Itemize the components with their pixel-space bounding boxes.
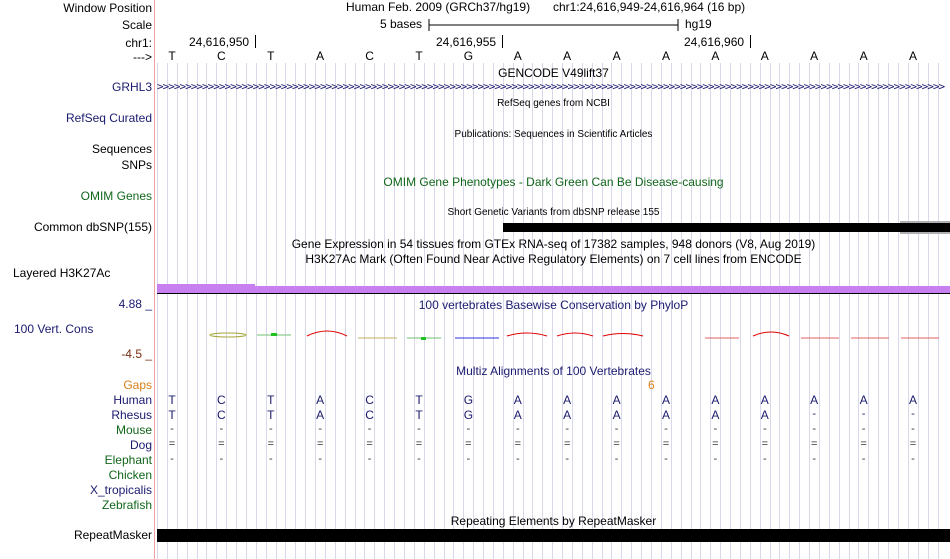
species-label-x_tropicalis[interactable]: X_tropicalis	[89, 483, 152, 497]
alignment-cell: -	[812, 408, 817, 420]
alignment-cell: T	[415, 393, 423, 407]
dbsnp-track-title[interactable]: Short Genetic Variants from dbSNP release 155	[447, 207, 660, 218]
alignment-cell: =	[218, 438, 225, 450]
scale-bar	[428, 18, 680, 32]
alignment-cell: A	[859, 393, 868, 407]
track-label-omim[interactable]: OMIM Genes	[80, 189, 152, 203]
gencode-track-title[interactable]: GENCODE V49lift37	[498, 66, 609, 80]
species-label-rhesus[interactable]: Rhesus	[111, 408, 152, 422]
alignment-cell: =	[563, 438, 571, 450]
alignment-cell: A	[908, 393, 917, 407]
alignment-cell: =	[860, 438, 867, 450]
base-letter: A	[908, 49, 917, 63]
alignment-cell: =	[267, 438, 275, 450]
h3k27ac-signal[interactable]	[157, 286, 950, 293]
base-letter: C	[217, 49, 226, 63]
conservation-max-label: 4.88 _	[118, 297, 152, 311]
base-letter: T	[415, 49, 423, 63]
strand-label: --->	[133, 50, 152, 64]
h3k27ac-baseline	[157, 293, 950, 294]
dbsnp-variant-bar-core	[900, 223, 950, 232]
publications-track-title[interactable]: Publications: Sequences in Scientific Articles	[454, 129, 653, 140]
alignment-cell: T	[168, 393, 176, 407]
alignment-cell: =	[712, 438, 719, 450]
alignment-cell: -	[713, 423, 718, 435]
species-label-zebrafish[interactable]: Zebrafish	[101, 498, 152, 512]
phylop-track-title[interactable]: 100 vertebrates Basewise Conservation by PhyloP	[418, 298, 689, 312]
alignment-cell: -	[219, 453, 224, 465]
alignment-cell: -	[367, 423, 372, 435]
alignment-cell: -	[664, 453, 668, 465]
alignment-cell: A	[760, 408, 769, 422]
coordinate-tick-1: 24,616,950	[189, 35, 250, 49]
species-label-human[interactable]: Human	[113, 393, 152, 407]
h3k27ac-track-title[interactable]: H3K27Ac Mark (Often Found Near Active Regulatory Elements) on 7 cell lines from ENCODE	[305, 252, 802, 266]
alignment-cell: G	[463, 393, 474, 407]
coordinate-tick-3: 24,616,960	[684, 35, 745, 49]
species-label-chicken[interactable]: Chicken	[108, 468, 152, 482]
alignment-cell: =	[810, 438, 818, 450]
gap-count: 6	[648, 378, 655, 392]
alignment-cell: -	[911, 423, 915, 435]
dbsnp-variant-bar[interactable]	[503, 223, 900, 232]
base-letter: A	[513, 49, 522, 63]
alignment-cell: T	[168, 408, 176, 422]
base-letter: C	[365, 49, 374, 63]
alignment-cell: -	[515, 453, 520, 465]
base-letter: A	[859, 49, 868, 63]
repeatmasker-track-title[interactable]: Repeating Elements by RepeatMasker	[450, 514, 657, 528]
alignment-cell: -	[565, 423, 570, 435]
coordinate-tick-mark-2	[502, 35, 503, 48]
gtex-track-title[interactable]: Gene Expression in 54 tissues from GTEx RNA-seq of 17382 samples, 948 donors (V8, Aug 2019)	[291, 237, 816, 251]
alignment-cell: =	[761, 438, 769, 450]
coordinate-tick-mark-3	[750, 35, 751, 48]
scale-label: Scale	[121, 18, 152, 32]
base-letter: A	[711, 49, 720, 63]
alignment-cell: -	[861, 408, 866, 420]
alignment-cell: G	[463, 408, 474, 422]
chr-label: chr1:	[125, 36, 152, 50]
assembly-title: Human Feb. 2009 (GRCh37/hg19)	[346, 0, 531, 14]
alignment-cell: -	[565, 453, 570, 465]
alignment-cell: C	[365, 408, 374, 422]
base-letter: T	[168, 49, 176, 63]
alignment-cell: A	[563, 393, 572, 407]
alignment-cell: -	[762, 423, 767, 435]
alignment-cell: A	[563, 408, 572, 422]
alignment-cell: -	[268, 423, 273, 435]
alignment-cell: -	[367, 453, 372, 465]
track-label-cons[interactable]: 100 Vert. Cons	[14, 322, 94, 336]
alignment-cell: A	[711, 408, 720, 422]
refseq-track-title[interactable]: RefSeq genes from NCBI	[497, 98, 610, 109]
track-label-snps[interactable]: SNPs	[121, 158, 152, 172]
alignment-cell: A	[711, 393, 720, 407]
alignment-cell: A	[661, 393, 670, 407]
alignment-cell: -	[466, 453, 471, 465]
alignment-cell: -	[318, 423, 323, 435]
alignment-cell: T	[267, 393, 275, 407]
alignment-cell: -	[713, 453, 718, 465]
scale-bases-text: 5 bases	[380, 17, 423, 31]
alignment-cell: =	[465, 438, 472, 450]
alignment-cell: A	[513, 393, 522, 407]
alignment-cell: -	[466, 423, 471, 435]
base-letter: A	[563, 49, 572, 63]
species-label-mouse[interactable]: Mouse	[115, 423, 152, 437]
alignment-cell: A	[513, 408, 522, 422]
base-letter: A	[316, 49, 325, 63]
alignment-cell: =	[366, 438, 373, 450]
phylop-conservation-plot[interactable]	[157, 326, 950, 346]
alignment-cell: -	[911, 453, 915, 465]
track-label-gaps: Gaps	[123, 378, 152, 392]
alignment-cell: C	[217, 408, 226, 422]
base-letter: G	[463, 49, 474, 63]
base-letter: A	[661, 49, 670, 63]
multiz-track-title[interactable]: Multiz Alignments of 100 Vertebrates	[456, 364, 651, 378]
alignment-cell: -	[417, 423, 421, 435]
alignment-cell: =	[415, 438, 423, 450]
alignment-cell: A	[661, 408, 670, 422]
alignment-cell: =	[613, 438, 620, 450]
window-position-label: Window Position	[63, 1, 152, 15]
alignment-cell: =	[662, 438, 670, 450]
alignment-cell: -	[318, 453, 323, 465]
conservation-min-label: -4.5 _	[121, 347, 152, 361]
alignment-cell: -	[861, 423, 866, 435]
window-position-value[interactable]: chr1:24,616,949-24,616,964 (16 bp)	[553, 0, 746, 14]
alignment-cell: -	[614, 423, 619, 435]
alignment-cell: C	[217, 393, 226, 407]
alignment-cell: A	[316, 393, 325, 407]
alignment-cell: A	[612, 408, 621, 422]
coordinate-tick-mark-1	[255, 35, 256, 48]
alignment-cell: -	[861, 453, 866, 465]
alignment-cell: C	[365, 393, 374, 407]
alignment-cell: =	[316, 438, 324, 450]
alignment-cell: T	[267, 408, 275, 422]
track-label-dbsnp[interactable]: Common dbSNP(155)	[33, 220, 152, 234]
species-label-elephant[interactable]: Elephant	[104, 453, 152, 467]
alignment-cell: -	[911, 408, 915, 420]
track-label-repeatmasker[interactable]: RepeatMasker	[73, 528, 152, 542]
h3k27ac-signal-peak	[157, 284, 255, 286]
alignment-cell: T	[415, 408, 423, 422]
species-label-dog[interactable]: Dog	[129, 438, 152, 452]
track-label-refseq[interactable]: RefSeq Curated	[65, 111, 152, 125]
label-separator	[154, 0, 155, 559]
alignment-cell: =	[909, 438, 917, 450]
repeatmasker-element[interactable]	[157, 529, 950, 542]
coordinate-tick-2: 24,616,955	[436, 35, 497, 49]
grhl3-gene-feature[interactable]: >>>>>>>>>>>>>>>>>>>>>>>>>>>>>>>>>>>>>>>>>>>>>>>>>>>>>>>>>>>>>>>>>>>>>>>>>>>>>>>>>>>>>>>>>>>>>>>>>>>>>>>>>>>>>>>>>>>>>>>>>>>>>>>>>>>>>>>>>>>>	[157, 80, 945, 93]
alignment-cell: -	[515, 423, 520, 435]
alignment-cell: A	[760, 393, 769, 407]
alignment-cell: =	[514, 438, 522, 450]
alignment-cell: -	[762, 453, 767, 465]
alignment-cell: -	[664, 423, 668, 435]
base-letter: A	[760, 49, 769, 63]
alignment-cell: A	[612, 393, 621, 407]
alignment-cell: -	[268, 453, 273, 465]
alignment-cell: -	[812, 423, 817, 435]
alignment-cell: -	[219, 423, 224, 435]
base-letter: A	[612, 49, 621, 63]
track-label-sequences[interactable]: Sequences	[91, 142, 152, 156]
alignment-cell: A	[316, 408, 325, 422]
omim-track-title[interactable]: OMIM Gene Phenotypes - Dark Green Can Be Disease-causing	[383, 175, 724, 189]
alignment-cell: -	[812, 453, 817, 465]
alignment-cell: -	[417, 453, 421, 465]
alignment-cell: A	[810, 393, 819, 407]
alignment-cell: =	[168, 438, 176, 450]
base-letter: T	[267, 49, 275, 63]
alignment-cell: -	[170, 453, 174, 465]
track-label-h3k27ac[interactable]: Layered H3K27Ac	[13, 266, 111, 280]
base-letter: A	[810, 49, 819, 63]
alignment-cell: -	[170, 423, 174, 435]
scale-assembly-text: hg19	[685, 17, 712, 31]
track-label-grhl3[interactable]: GRHL3	[111, 80, 152, 94]
alignment-cell: -	[614, 453, 619, 465]
